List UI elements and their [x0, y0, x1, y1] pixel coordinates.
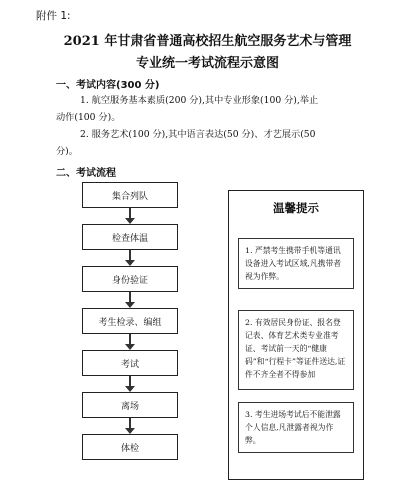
content-item2-line2: 分)。 [56, 146, 78, 157]
tip-item-2: 2. 有效居民身份证、报名登记表、体育艺术类专业准考证、考试前一天的“健康码”和“行程卡”等证件送达,证件不齐全者不得参加 [238, 310, 354, 390]
flow-step-exam: 考试 [82, 350, 178, 376]
flow-step-checkin-group: 考生检录、编组 [82, 308, 178, 334]
flow-arrow-icon [127, 292, 133, 308]
tips-title: 温馨提示 [273, 201, 319, 215]
flow-arrow-icon [127, 208, 133, 224]
content-item1-line2: 动作(100 分)。 [56, 112, 121, 123]
flow-step-leave: 离场 [82, 392, 178, 418]
flow-step-assemble: 集合列队 [82, 182, 178, 208]
tip-item-1: 1. 严禁考生携带手机等通讯设备进入考试区域,凡携带者视为作弊。 [238, 238, 354, 289]
flow-arrow-icon [127, 334, 133, 350]
flow-arrow-icon [127, 418, 133, 434]
attachment-label: 附件 1: [36, 10, 71, 22]
content-item1-line1: 1. 航空服务基本素质(200 分),其中专业形象(100 分),举止 [80, 95, 319, 106]
tip-item-3: 3. 考生进场考试后不能泄露个人信息,凡泄露者视为作弊。 [238, 402, 354, 453]
page-title-line1: 2021 年甘肃省普通高校招生航空服务艺术与管理 [63, 34, 352, 49]
page-title-line2: 专业统一考试流程示意图 [135, 56, 279, 71]
flow-step-identity: 身份验证 [82, 266, 178, 292]
section-heading-exam-flow: 二、考试流程 [56, 168, 116, 179]
flow-step-physical-exam: 体检 [82, 434, 178, 460]
flow-arrow-icon [127, 250, 133, 266]
section-heading-exam-content: 一、考试内容(300 分) [56, 80, 160, 91]
flow-arrow-icon [127, 376, 133, 392]
flow-step-temperature: 检查体温 [82, 224, 178, 250]
content-item2-line1: 2. 服务艺术(100 分),其中语言表达(50 分)、才艺展示(50 [80, 129, 316, 140]
